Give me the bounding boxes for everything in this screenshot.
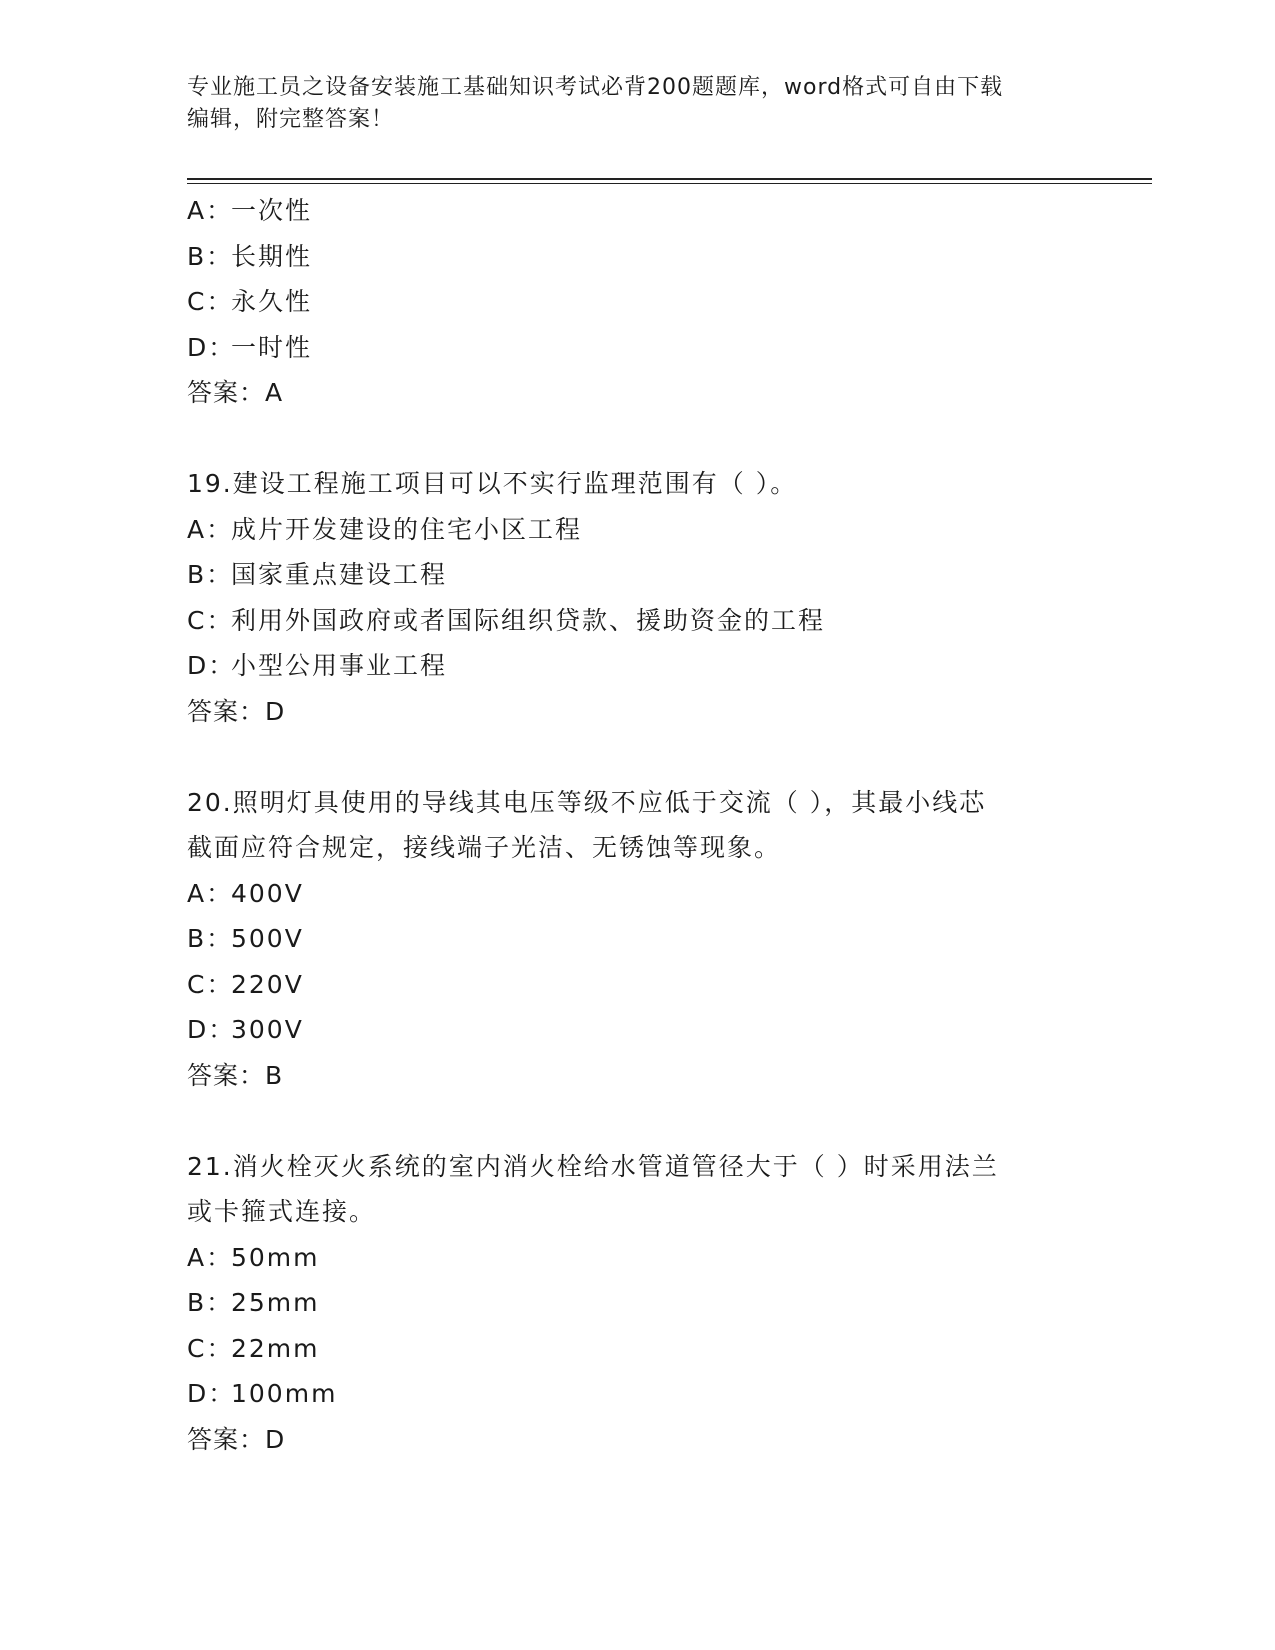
option-a: A：50mm [187,1242,320,1272]
option-c: C：22mm [187,1333,320,1363]
answer-line: 答案：D [187,1424,286,1454]
header-divider-thick [187,178,1152,180]
header-line-2: 编辑，附完整答案！ [187,107,395,132]
option-a: A：400V [187,878,304,908]
question-text-line: 或卡箍式连接。 [187,1197,377,1226]
answer-line: 答案：A [187,378,284,407]
question-text-line: 20.照明灯具使用的导线其电压等级不应低于交流（ ），其最小线芯 [187,787,987,817]
question-text-line: 截面应符合规定，接线端子光洁、无锈蚀等现象。 [187,833,782,862]
option-d: D：小型公用事业工程 [187,651,448,680]
option-b: B：长期性 [187,241,313,271]
question-text-line: 21.消火栓灭火系统的室内消火栓给水管道管径大于（ ）时采用法兰 [187,1151,999,1181]
option-c: C：利用外国政府或者国际组织贷款、援助资金的工程 [187,605,826,635]
option-b: B：25mm [187,1288,320,1317]
option-b: B：500V [187,924,304,953]
option-d: D：100mm [187,1379,338,1408]
question-19 [187,461,1107,734]
answer-line: 答案：B [187,1060,284,1090]
header-divider-thin [187,183,1152,184]
option-c: C：220V [187,969,304,999]
option-b: B：国家重点建设工程 [187,560,448,589]
question-18-tail [187,188,1107,416]
answer-line: 答案：D [187,696,286,726]
header-line-1: 专业施工员之设备安装施工基础知识考试必背200题题库，word格式可自由下载 [187,75,1004,100]
question-21 [187,1144,1107,1463]
option-a: A：成片开发建设的住宅小区工程 [187,514,583,544]
option-d: D：一时性 [187,332,313,362]
option-c: C：永久性 [187,287,313,316]
question-text-line: 19.建设工程施工项目可以不实行监理范围有（ ）。 [187,469,798,498]
question-list [187,188,1107,1462]
option-a: A：一次性 [187,196,313,225]
question-20 [187,780,1107,1099]
document-header [187,72,1087,136]
option-d: D：300V [187,1015,304,1044]
